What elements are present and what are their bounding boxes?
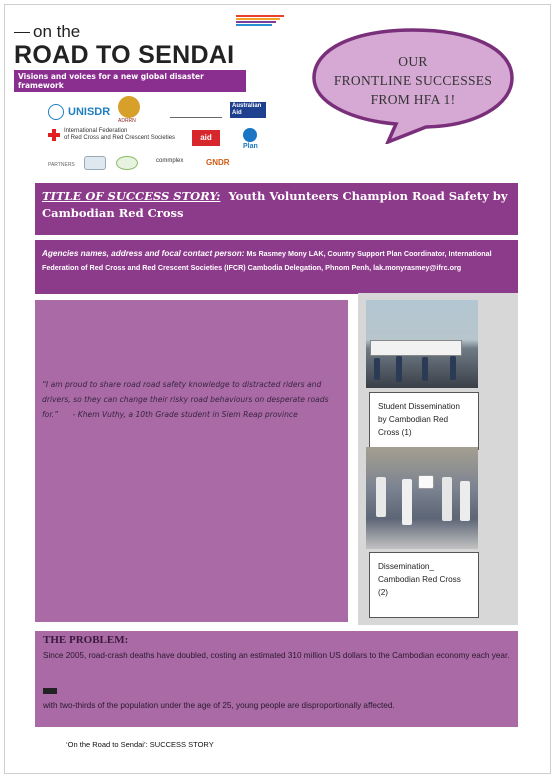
photo-caption-2: Dissemination_ Cambodian Red Cross (2) [369,552,479,618]
bubble-text [322,52,504,109]
quote-text: “I am proud to share road road safety knowledge to distracted riders and drivers, so they can change their risky road behaviours on desperate roads for.” [42,380,329,419]
agencies-label: Agencies names, address and focal contact person: [42,249,245,258]
problem-title: THE PROBLEM: [43,634,129,646]
poster-graphic [418,475,434,489]
title-label: TITLE OF SUCCESS STORY: [42,189,221,203]
government-crest-logo [170,104,222,118]
ifrc-logo [48,128,175,142]
photo-caption-1: Student Dissemination by Cambodian Red Cross (1) [369,392,479,450]
person-figure [450,356,456,380]
problem-band [35,631,518,727]
quote-attribution: - Khem Vuthy, a 10th Grade student in Siem Reap province [72,410,298,419]
partner-stripes-logo [236,14,284,46]
plan-logo [243,128,258,150]
bubble-line1: OUR [398,54,428,69]
person-figure [396,356,402,382]
brand-line2: ROAD TO SENDAI [14,41,235,69]
quote-block [42,377,342,422]
plan-label: Plan [243,143,258,150]
person-figure [460,481,470,521]
partner-logo-1 [84,156,106,170]
stripe-blue [236,24,272,26]
banner-graphic [370,340,462,356]
stripe-red [236,15,284,17]
partner-logo-2 [116,156,138,170]
problem-paragraph-2: with two-thirds of the population under the age of 25, young people are disproportionally affected. [43,701,395,710]
person-figure [442,477,452,521]
photo-dissemination [366,447,478,549]
stripe-orange [236,18,280,20]
agencies-text: Ms Rasmey Mony LAK, Country Support Plan Coordinator, International Federation of Red Cross and Red Crescent Societies (IFCR) Cambodia Delegation, Phnom Penh, lak.monyrasmey@ifrc.org [42,249,492,272]
title-band [35,183,518,235]
brand-logo [14,22,274,92]
ausaid-logo: Australian Aid [230,102,266,118]
adrrn-logo [118,96,140,118]
unisdr-label: UNISDR [68,106,111,118]
brand-tagline: Visions and voices for a new global disaster framework [14,70,246,92]
person-figure [374,358,380,380]
footer-text: ‘On the Road to Sendai’: SUCCESS STORY [66,740,214,749]
stripe-purple [236,21,276,23]
redaction-mark [43,688,57,694]
person-figure [422,357,428,381]
dash-decoration [14,32,30,33]
agencies-band [35,240,518,294]
unisdr-logo [48,104,110,120]
partners-label: PARTNERS [48,162,75,168]
quote-panel [35,300,348,622]
story-title: Youth Volunteers Champion Road Safety by Cambodian Red Cross [42,189,508,220]
ifrc-line1: International Federation [64,128,128,134]
photo-student-dissemination [366,300,478,388]
ifrc-line2: of Red Cross and Red Crescent Societies [64,135,176,141]
christian-aid-logo: aid [192,130,220,146]
un-emblem-icon [48,104,64,120]
adrrn-label: ADRRN [118,118,136,124]
problem-paragraph-1: Since 2005, road-crash deaths have doubled, costing an estimated 310 million US dollars to the Cambodian economy each year. [43,651,510,660]
plan-emblem-icon [243,128,257,142]
bubble-line2: FRONTLINE SUCCESSES [333,73,493,88]
person-figure [402,479,412,525]
brand-line1: on the [33,22,81,41]
person-figure [376,477,386,517]
gndr-logo: GNDR [206,158,230,167]
community-logo: commplex [156,158,184,164]
bubble-line3: FROM HFA 1! [370,92,456,107]
red-cross-icon [48,129,60,141]
